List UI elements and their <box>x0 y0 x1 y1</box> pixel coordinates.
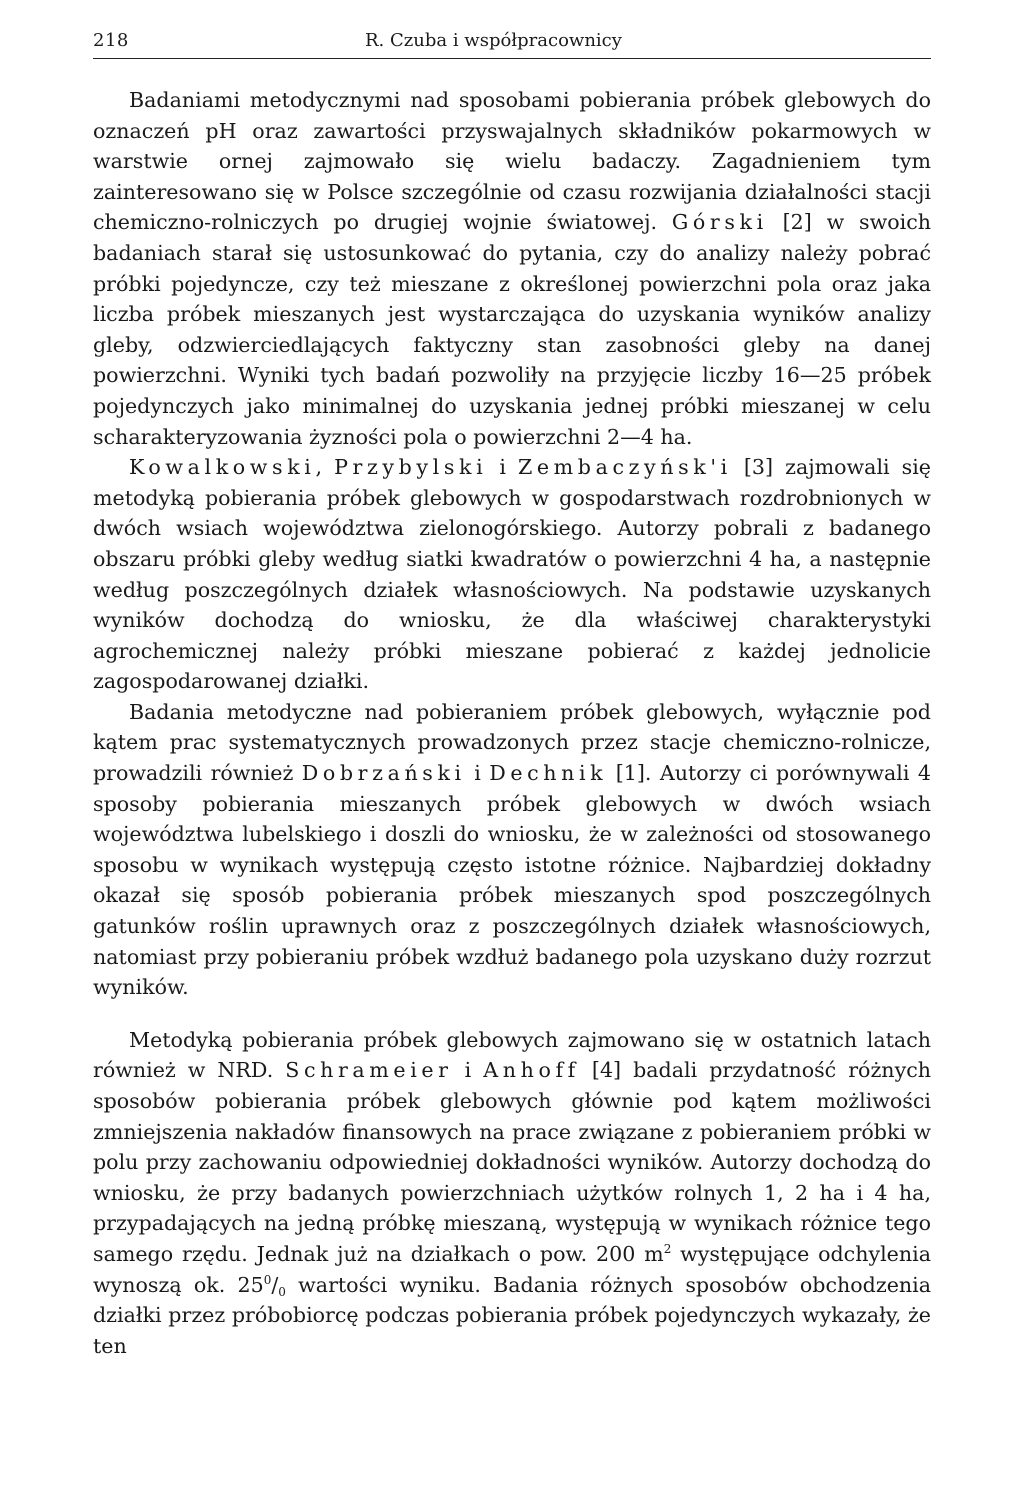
page <box>93 0 931 1361</box>
conjunction: i <box>452 1058 484 1083</box>
author-dobrzanski: Dobrzański <box>301 761 466 786</box>
paragraph-2-text-a: [3] zajmowali się metodyką pobierania próbek glebowych w gospodarstwach rozdrobnionych w dwóch wsiach województwa zielonogórskiego. Autorzy pobrali z badanego obszaru próbki gleby według siatki kwadratów o powierzchni 4 ha, a następnie według poszczególnych działek własnościowych. Na podstawie uzyskanych wyników dochodzą do wniosku, że dla właściwej charakterystyki agrochemicznej należy próbki mieszane pobierać z każdej jednolicie zagospodarowanej działki. <box>93 455 931 694</box>
paragraph-4 <box>93 1025 931 1362</box>
paragraph-1 <box>93 85 931 452</box>
page-header <box>93 0 931 59</box>
paragraph-2 <box>93 452 931 697</box>
author-gorski: Górski <box>671 210 768 235</box>
paragraph-4-text-a: Metodyką pobierania próbek glebowych zajmowano się w ostatnich latach również w NRD. <box>93 1027 931 1083</box>
author-zembaczynski: Zembaczyńsk'i <box>517 455 732 480</box>
percent-sign-slash: / <box>271 1272 279 1297</box>
paragraph-4-text-c: występujące odchylenia wynoszą ok. 25 <box>93 1241 931 1297</box>
author-przybylski: Przybylski <box>334 455 488 480</box>
author-anhoff: Anhoff <box>483 1058 580 1083</box>
page-number: 218 <box>93 30 129 51</box>
body-text <box>93 85 931 1361</box>
author-schrameier: Schrameier <box>285 1058 453 1083</box>
paragraph-1-text-b: [2] w swoich badaniach starał się ustosunkować do pytania, czy do analizy należy pobrać próbki pojedyncze, czy też mieszane z określonej powierzchni pola oraz jaka liczba próbek mieszanych jest wystarczająca do uzyskania wyników analizy gleby, odzwierciedlających faktyczny stan zasobności gleby na danej powierzchni. Wyniki tych badań pozwoliły na przyjęcie liczby 16—25 próbek pojedynczych jako minimalnej do uzyskania jednej próbki mieszanej w celu scharakteryzowania żyzności pola o powierzchni 2—4 ha. <box>93 210 931 449</box>
author-kowalkowski: Kowalkowski <box>129 455 316 480</box>
separator: , <box>315 455 335 480</box>
paragraph-3-text-a: Badania metodyczne nad pobieraniem próbek glebowych, wyłącznie pod kątem prac systematycznych prowadzonych przez stacje chemiczno-rolnicze, prowadzili również <box>93 699 931 786</box>
running-head: R. Czuba i współpracownicy <box>365 30 622 51</box>
paragraph-3 <box>93 697 931 1003</box>
conjunction: i <box>487 455 518 480</box>
superscript-2: 2 <box>663 1241 672 1256</box>
paragraph-4-text-b: [4] badali przydatność różnych sposobów pobierania próbek glebowych głównie pod kątem możliwości zmniejszenia nakładów finansowych na prace związane z pobieraniem próbki w polu przy zachowaniu odpowiedniej dokładności wyników. Autorzy dochodzą do wniosku, że przy badanych powierzchniach użytków rolnych 1, 2 ha i 4 ha, przypadających na jedną próbkę mieszaną, występują w wynikach różnice tego samego rzędu. Jednak już na działkach o pow. 200 m <box>93 1058 932 1266</box>
paragraph-4-text-d: wartości wyniku. Badania różnych sposobów obchodzenia działki przez próbobiorcę podczas pobierania próbek pojedynczych wykazały, że ten <box>93 1272 932 1358</box>
paragraph-1-text-a: Badaniami metodycznymi nad sposobami pobierania próbek glebowych do oznaczeń pH oraz zawartości przyswajalnych składników pokarmowych w warstwie ornej zajmowało się wielu badaczy. Zagadnieniem tym zainteresowano się w Polsce szczególnie od czasu rozwijania działalności stacji chemiczno-rolniczych po drugiej wojnie światowej. <box>93 88 931 235</box>
paragraph-3-text-b: [1]. Autorzy ci porównywali 4 sposoby pobierania mieszanych próbek glebowych w dwóch wsiach województwa lubelskiego i doszli do wniosku, że w zależności od stosowanego sposobu w wynikach występują często istotne różnice. Najbardziej dokładny okazał się sposób pobierania próbek mieszanych spod poszczególnych gatunków roślin uprawnych oraz z poszczególnych działek własnościowych, natomiast przy pobieraniu próbek wzdłuż badanego pola uzyskano duży rozrzut wyników. <box>93 761 931 1000</box>
percent-sign-top: 0 <box>263 1272 272 1287</box>
percent-sign-bottom: 0 <box>278 1284 286 1299</box>
conjunction: i <box>465 761 490 786</box>
author-dechnik: Dechnik <box>489 761 608 786</box>
